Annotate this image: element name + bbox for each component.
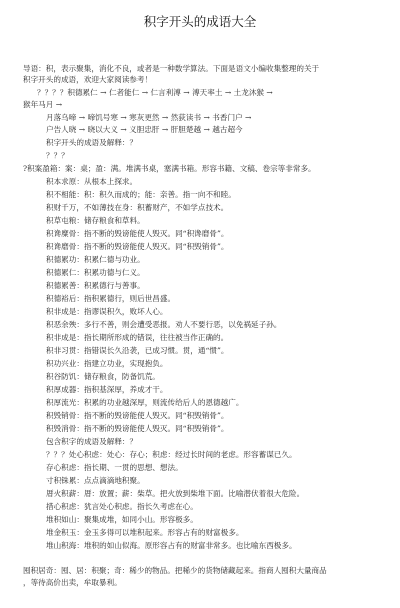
section-line: ？？？处心积虑：处心：存心；积虑：经过长时间的老虑。形容蓄谋已久。	[46, 450, 297, 459]
entry-line: 存心积虑：指长期、一贯的思想、想法。	[46, 463, 183, 472]
intro-line: 导语：积，表示聚集，消化不良，或者是一种数学算法。下面是语文小编收集整理的关于	[23, 64, 320, 73]
entry-line: 厝火积薪：厝：放置；薪：柴草。把火放到柴堆下面。比喻潜伏着很大危险。	[46, 489, 305, 498]
entry-line: 积功兴业：指建立功业，实现抱负。	[46, 359, 168, 368]
entry-line: 积德裕后：指积累德行，则后世昌盛。	[46, 294, 176, 303]
entry-line: 积本求原：从根本上探求。	[46, 177, 138, 186]
entry-line: 堆金积玉：金玉多得可以堆积起来。形容占有的财富极多。	[46, 528, 244, 537]
chain-line: ？？？	[46, 151, 69, 160]
entry-line: 积厚成器：指积基深厚，养成才干。	[46, 385, 168, 394]
entry-line: 积德累仁：积累功德与仁义。	[46, 268, 145, 277]
intro-line: 积字开头的成语，欢迎大家阅读参考！	[23, 75, 153, 84]
entry-line: 措心积虑：犹言处心积虑。指长久考虑在心。	[46, 502, 198, 511]
chain-line: 猴年马月 →	[23, 100, 63, 109]
entry-line: 积不相能：积：积久而成的；能：亲善。指一向不和睦。	[46, 190, 236, 199]
entry-line: 积德累功：积累仁德与功业。	[46, 255, 145, 264]
entry-line: 积谗磨骨：指不断的毁谤能使人毁灭。同“积毁销骨”。	[46, 242, 229, 251]
entry-line: 积恶余殃：多行不善，则会遭受恶报。劝人不要行恶，以免祸延子孙。	[46, 320, 282, 329]
entry-line: 积厚流光：积累的功业越深厚，则流传给后人的恩德越广。	[46, 398, 244, 407]
entry-line: 积草屯粮：储存粮食和草料。	[46, 216, 145, 225]
entry-line: 积非成是：指谬误积久，败坏人心。	[46, 307, 168, 316]
entry-line: 积谗糜骨：指不断的毁谤能使人毁灭。同“积谗磨骨”。	[46, 229, 229, 238]
chain-line: ?积案盈箱：案：桌；盈：满。堆满书桌，塞满书箱。形容书籍、文稿、卷宗等非常多。	[23, 164, 316, 173]
entry-line: 寸积铢累：点点滴滴地积聚。	[46, 476, 145, 485]
section-line: 包含积字的成语及解释：？	[46, 437, 138, 446]
chain-line: 月落乌啼 → 啼饥号寒 → 寒灰更然 → 然荻读书 → 书香门户 →	[46, 113, 252, 122]
chain-line: 户告人晓 → 晓以大义 → 义胆忠肝 → 肝胆楚越 → 越古超今	[46, 125, 243, 134]
chain-line: 积字开头的成语及解释：？	[46, 138, 138, 147]
entry-line: 积毁销骨：指不断的毁谤能使人毁灭。同“积毁销骨”。	[46, 411, 229, 420]
entry-line: 积财千万，不如薄技在身：积蓄财产，不如学点技术。	[46, 203, 229, 212]
entry-line: 积毁消骨：指不断的毁谤能使人毁灭。同“积毁销骨”。	[46, 424, 229, 433]
page-title: 积字开头的成语大全	[143, 14, 257, 29]
entry-line: 堆积如山：聚集成堆，如同小山。形容极多。	[46, 515, 198, 524]
entry-line: 堆山积海：堆积的如山似海。原形容占有的财富非常多。也比喻东西极多。	[46, 541, 297, 550]
chain-line: ？？？？积德累仁 → 仁者能仁 → 仁言利溥 → 溥天率土 → 土龙沐猴 →	[37, 88, 273, 97]
entry-line: 积德累善：积累德行与善事。	[46, 281, 145, 290]
closing-line: ，等待高价出卖，牟取暴利。	[23, 578, 122, 587]
entry-line: 积谷防饥：储存粮食，防备饥荒。	[46, 372, 160, 381]
closing-line: 囤积居奇：囤、居：积聚；奇：稀少的物品。把稀少的货物储藏起来。指商人囤积大量商品	[23, 566, 327, 575]
entry-line: 积非习贯：指错误长久沿袭，已成习惯。贯，通“惯”。	[46, 346, 229, 355]
entry-line: 积非成是：指长期所形成的错误，往往被当作正确的。	[46, 333, 229, 342]
